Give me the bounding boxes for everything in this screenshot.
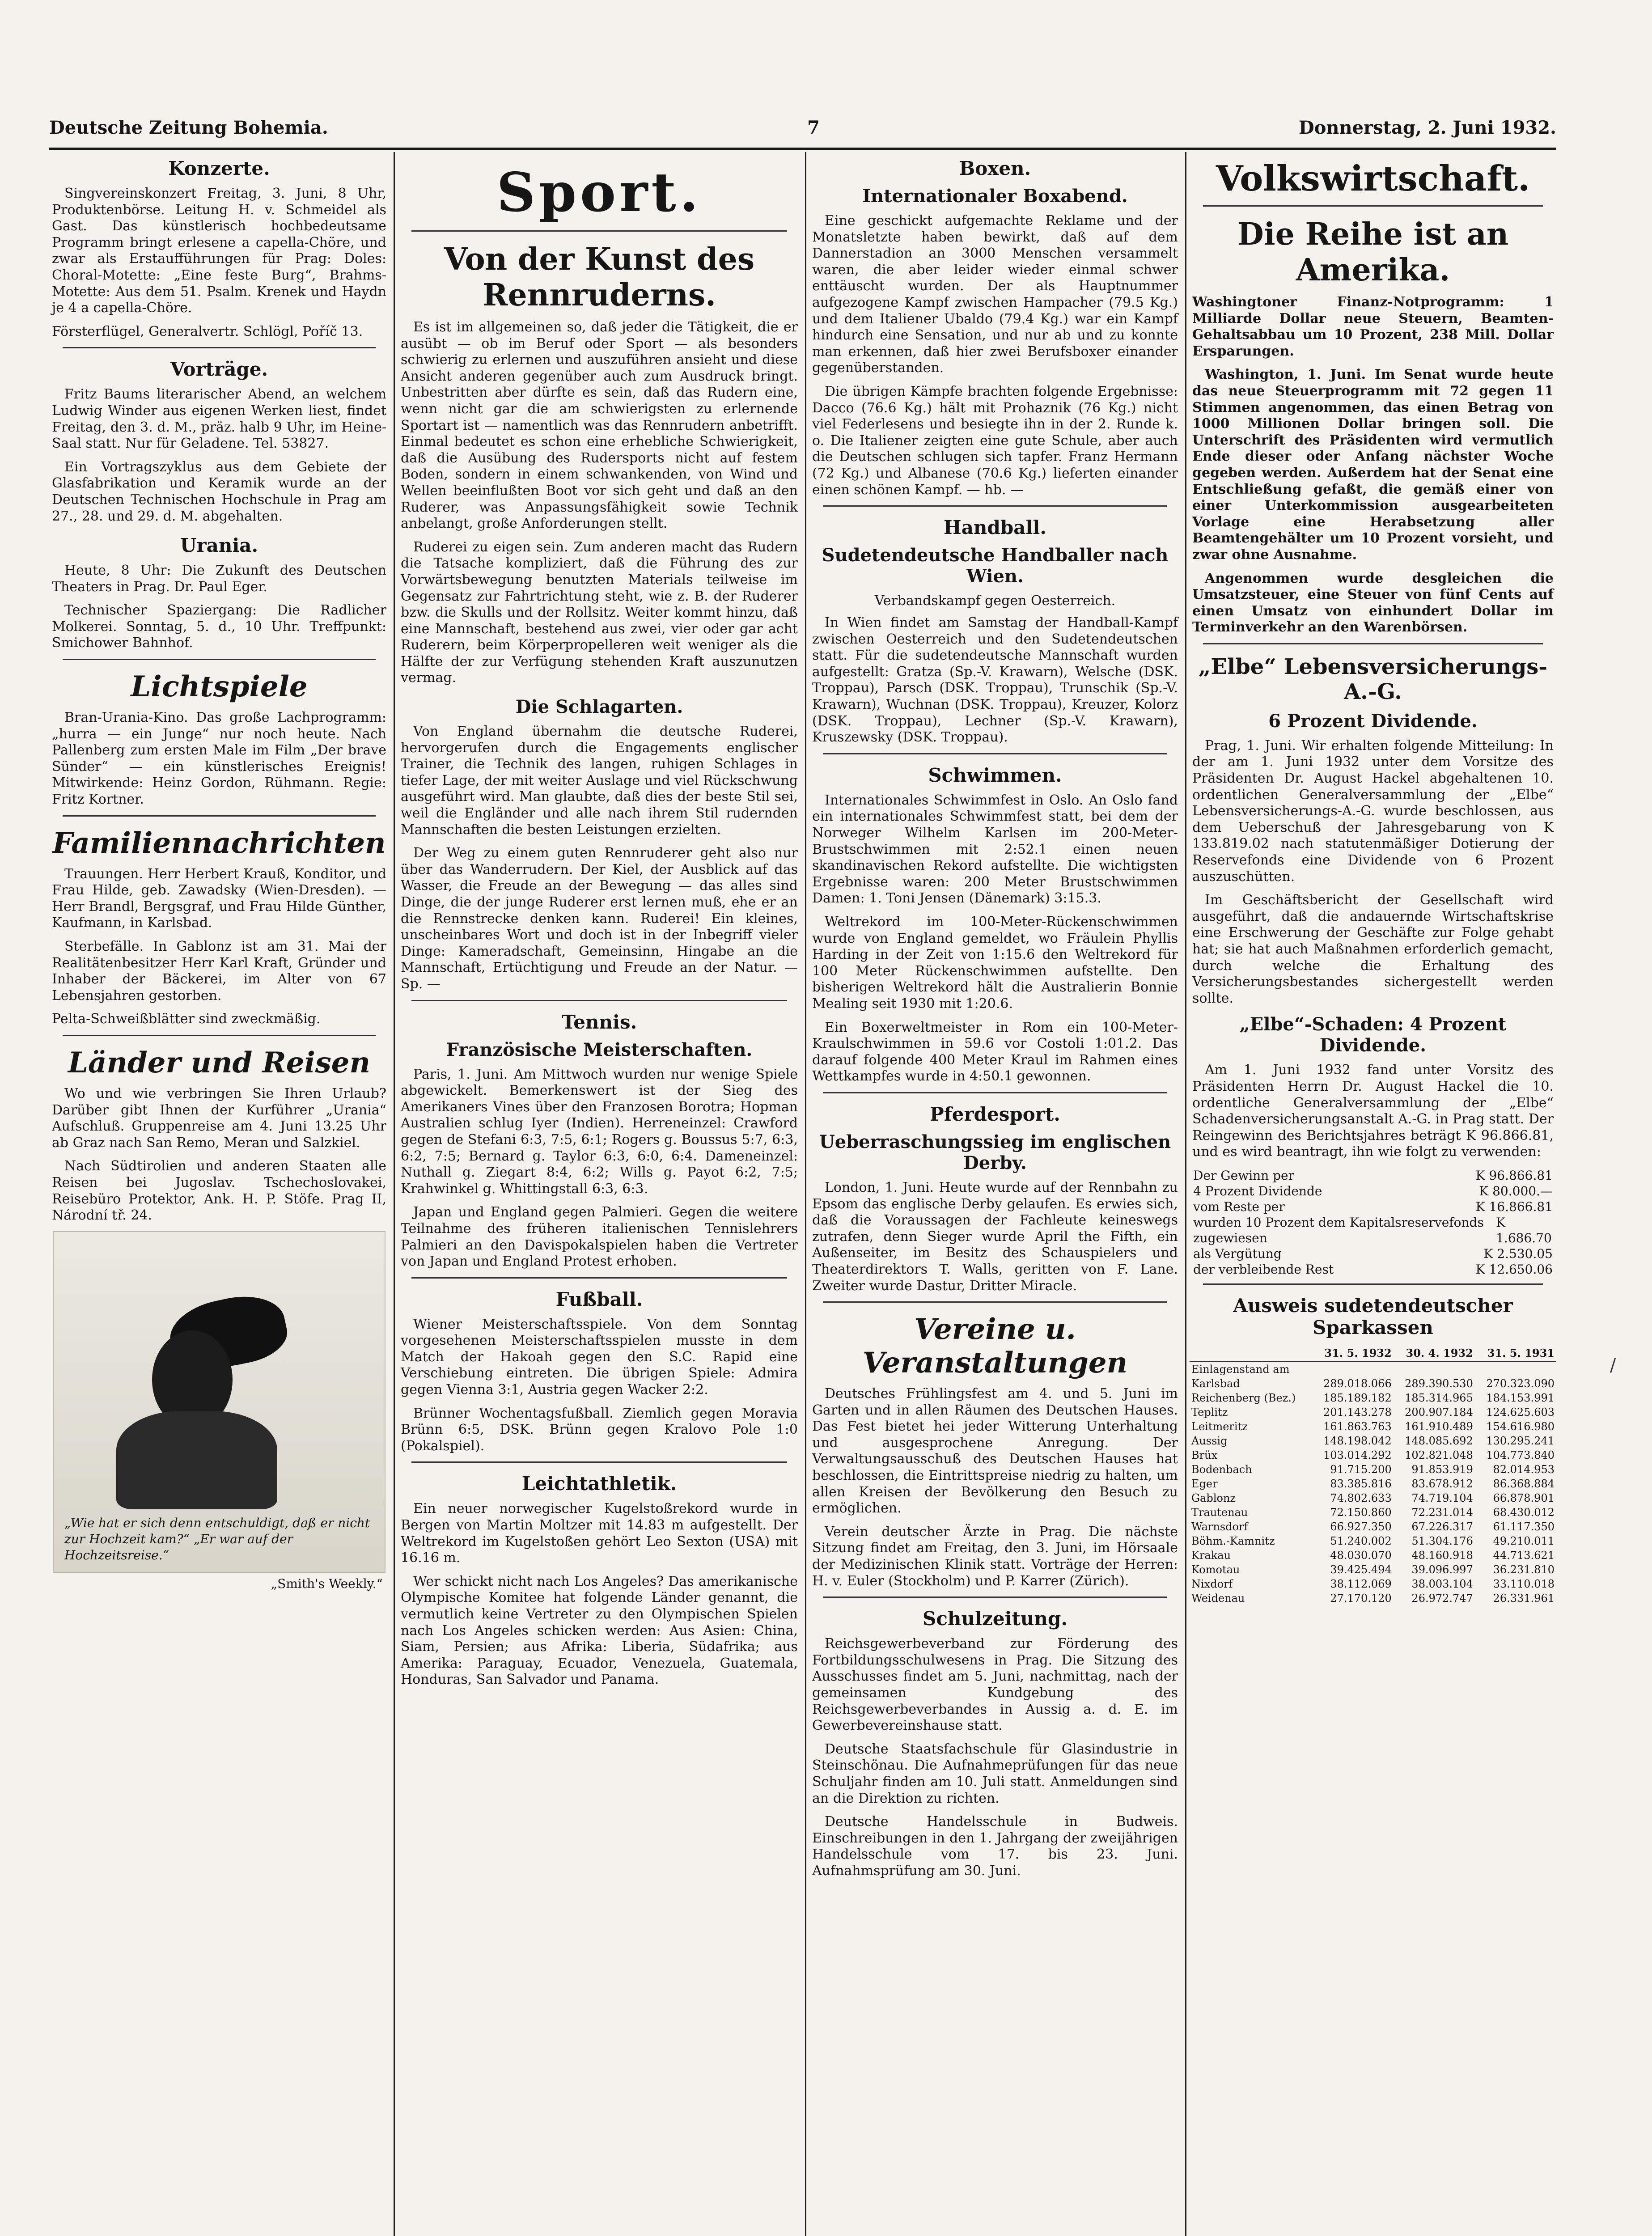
article-paragraph: In Wien findet am Samstag der Handball-Kampf zwischen Oesterreich und den Sudetendeutschen statt. Für die sudetendeutsche Mannschaft wurden aufgestellt: Gratza (Sp.-V. Krawarn), Welsche (DSK. Troppau), Parsch (DSK. Troppau), Trunschik (Sp.-V. Krawarn), Wuchnan (DSK. Troppau), Kreuzer, Kolorz (DSK. Troppau), Lechner (Sp.-V. Krawarn), Kruszewsky (DSK. Troppau). [812, 615, 1178, 745]
table-cell: 82.014.953 [1493, 1463, 1555, 1476]
section-title: Länder und Reisen [68, 1046, 371, 1080]
section-title: „Elbe“ Lebensversicherungs-A.-G. [1198, 654, 1548, 704]
sport-title: Sport. [496, 161, 702, 224]
table-cell: Leitmeritz [1191, 1420, 1248, 1433]
article-paragraph: Die übrigen Kämpfe brachten folgende Ergebnisse: Dacco (76.6 Kg.) hält mit Prohaznik (76 Kg.) nicht viel Federlesens und besiegte ihn in der 2. Runde k. o. Die Italiener zeigten eine gute Schule, aber auch die Deutschen schlugen sich tapfer. Franz Hermann (72 Kg.) und Albanese (70.6 Kg.) lieferten einander einen schönen Kampf. — hb. — [812, 383, 1178, 498]
article-paragraph: Brünner Wochentagsfußball. Ziemlich gegen Moravia Brünn 6:5, DSK. Brünn gegen Kralovo Pole 1:0 (Pokalspiel). [401, 1405, 798, 1454]
table-row [1190, 1448, 1556, 1462]
table-cell: 201.143.278 [1323, 1406, 1392, 1419]
table-cell: Krakau [1191, 1549, 1231, 1562]
section-title: Vereine u. Veranstaltungen [862, 1313, 1128, 1380]
section-sparkassen [1190, 1295, 1556, 1605]
table-cell: 48.160.918 [1411, 1549, 1473, 1562]
table-row [1190, 1548, 1556, 1563]
section-rule [63, 347, 376, 348]
article-paragraph: Heute, 8 Uhr: Die Zukunft des Deutschen Theaters in Prag. Dr. Paul Eger. [52, 563, 386, 595]
margin-mark: / [1610, 1355, 1616, 1376]
article-paragraph: Verein deutscher Ärzte in Prag. Die nächste Sitzung findet am Freitag, den 3. Juni, im Hörsaale der Medizinischen Klinik statt. Vorträge der Herren: H. v. Euler (Stockholm) und P. Karrer (Zürich). [812, 1524, 1178, 1589]
table-cell: 61.117.350 [1493, 1520, 1555, 1533]
table-row [1190, 1419, 1556, 1434]
table-cell: 26.331.961 [1493, 1592, 1555, 1605]
section-rule [411, 1461, 787, 1463]
table-cell [1394, 1362, 1475, 1376]
table-row [1190, 1362, 1556, 1376]
article-paragraph: Weltrekord im 100-Meter-Rückenschwimmen wurde von England gemeldet, wo Fräulein Phyllis Harding in der Zeit von 1:15.6 den Weltrekord für 100 Meter Rückenschwimmen aufstellte. Den bisherigen Weltrekord hält die Australierin Bonnie Mealing seit 1930 mit 1:20.6. [812, 914, 1178, 1012]
section-subtitle-2: Verbandskampf gegen Oesterreich. [874, 593, 1116, 609]
section-schwimmen [809, 764, 1181, 1085]
table-cell: 44.713.621 [1493, 1549, 1555, 1562]
table-cell: Teplitz [1191, 1406, 1228, 1419]
table-cell: 184.153.991 [1486, 1391, 1555, 1404]
table-cell: 72.231.014 [1411, 1506, 1473, 1519]
article-paragraph: Technischer Spaziergang: Die Radlicher Molkerei. Sonntag, 5. d., 10 Uhr. Treffpunkt: Smichower Bahnhof. [52, 602, 386, 651]
table-cell: Nixdorf [1191, 1577, 1233, 1590]
article-paragraph: Deutsches Frühlingsfest am 4. und 5. Juni im Garten und in allen Räumen des Deutschen Hauses. Das Fest bietet hei jeder Witterung Unterhaltung und ausgesprochene Anregung. Der Verwaltungsausschuß des Deutschen Hauses hat beschlossen, die Eintrittspreise niedrig zu halten, um allen Kreisen der Bevölkerung den Besuch zu ermöglichen. [812, 1386, 1178, 1516]
section-subtitle: Die Schlagarten. [515, 696, 683, 718]
section-title: Von der Kunst des Rennruderns. [444, 241, 755, 313]
table-row [1190, 1462, 1556, 1477]
section-title: Urania. [180, 534, 258, 557]
article-paragraph: Internationales Schwimmfest in Oslo. An Oslo fand ein internationales Schwimmfest statt, bei dem der Norweger Wilhelm Karlsen im 200-Meter-Brustschwimmen mit 2:52.1 einen neuen skandinavischen Rekord aufstellte. Die wichtigsten Ergebnisse waren: 200 Meter Brustschwimmen Damen: 1. Toni Jensen (Dänemark) 3:15.3. [812, 792, 1178, 906]
table-cell: Einlagenstand am [1191, 1363, 1290, 1376]
section-rule [1203, 1283, 1543, 1285]
cartoon-caption: „Wie hat er sich denn entschuldigt, daß er nicht zur Hochzeit kam?“ „Er war auf der Hochzeitsreise.“ [64, 1515, 370, 1563]
column-rule [1185, 152, 1186, 2236]
section-rule [1203, 643, 1543, 644]
section-handball [809, 517, 1181, 746]
table-header-cell: 31. 5. 1932 [1312, 1345, 1394, 1362]
section-rudern [398, 241, 801, 686]
section-title: Ausweis sudetendeutscher Sparkassen [1233, 1294, 1513, 1338]
section-rule [823, 1597, 1167, 1598]
table-row [1190, 1534, 1556, 1548]
section-rule [411, 230, 787, 232]
table-cell: 51.304.176 [1411, 1534, 1473, 1547]
cartoon-illustration [53, 1231, 385, 1573]
section-rule [1203, 205, 1543, 207]
table-cell: 38.003.104 [1411, 1577, 1473, 1590]
article-paragraph: Ruderei zu eigen sein. Zum anderen macht das Rudern die Tatsache kompliziert, daß die Führung des zur Vorwärtsbewegung benutzten Materials teilweise im Gegensatz zur Fahrtrichtung steht, wie z. B. der Ruderer bzw. die Skulls und der Rollsitz. Weiter kommt hinzu, daß eine Mannschaft, bestehend aus zwei, vier oder gar acht Ruderern, beim Körperpropelleren weit weniger als die Hälfte der zur Verfügung stehenden Kraft auszunutzen vermag. [401, 539, 798, 686]
table-cell: 83.678.912 [1411, 1477, 1473, 1490]
article-paragraph: Wo und wie verbringen Sie Ihren Urlaub? Darüber gibt Ihnen der Kurführer „Urania“ Aufschluß. Gruppenreise am 4. Juni 13.25 Uhr ab Graz nach San Remo, Meran und Salzkiel. [52, 1085, 386, 1151]
table-cell: 38.112.069 [1330, 1577, 1392, 1590]
table-cell: Gablonz [1191, 1491, 1236, 1504]
section-schulzeitung [809, 1608, 1181, 1879]
table-cell: 51.240.002 [1330, 1534, 1392, 1547]
table-cell: 185.314.965 [1405, 1391, 1473, 1404]
table-cell: 161.863.763 [1323, 1420, 1392, 1433]
table-cell: 185.189.182 [1323, 1391, 1392, 1404]
section-rule [411, 1000, 787, 1001]
section-subtitle: 6 Prozent Dividende. [1268, 710, 1478, 732]
table-cell: 49.210.011 [1493, 1534, 1555, 1547]
table-cell: 33.110.018 [1493, 1577, 1555, 1590]
table-cell: 124.625.603 [1486, 1406, 1555, 1419]
article-paragraph: London, 1. Juni. Heute wurde auf der Rennbahn zu Epsom das englische Derby gelaufen. Es erwies sich, daß die Voraussagen der Fachleute keineswegs zutrafen, denn Sieger wurde April the Fifth, ein Außenseiter, im Besitz des Schauspielers und Theaterdirektors T. Walls, geritten von F. Lane. Zweiter wurde Dastur, Dritter Miracle. [812, 1179, 1178, 1294]
table-row [1190, 1577, 1556, 1591]
table-header-cell: 31. 5. 1931 [1475, 1345, 1556, 1362]
table-cell: 289.018.066 [1323, 1377, 1392, 1390]
table-row [1190, 1391, 1556, 1405]
table-cell: 289.390.530 [1405, 1377, 1473, 1390]
article-paragraph: Es ist im allgemeinen so, daß jeder die Tätigkeit, die er ausübt — ob im Beruf oder Sport — als besonders schwierig zu erlernen und auszuführen ansieht und diese Ansicht anderen gegenüber auch zum Ausdruck bringt. Unbestritten aber dürfte es sein, daß das Rudern eine, wenn nicht gar die am schwierigsten zu erlernende Sportart ist — namentlich was das Rennrudern anbetrifft. Einmal bedeutet es schon eine erhebliche Schwierigkeit, daß die Ausübung des Rudersports nicht auf festem Boden, sondern in einem schwankenden, von Wind und Wellen beeinflußten Boot vor sich geht und daß an den Ruderer, was Anpassungsfähigkeit sowie Technik anbelangt, große Anforderungen stellt. [401, 319, 798, 532]
table-cell: 104.773.840 [1486, 1448, 1555, 1461]
article-paragraph: Sterbefälle. In Gablonz ist am 31. Mai der Realitätenbesitzer Herr Karl Kraft, Gründer und Inhaber der Bäckerei, im Alter von 67 Lebensjahren gestorben. [52, 939, 386, 1004]
article-paragraph: Pelta-Schweißblätter sind zweckmäßig. [52, 1011, 321, 1027]
section-konzerte [49, 157, 389, 340]
newspaper-name: Deutsche Zeitung Bohemia. [49, 117, 328, 138]
section-title: Die Reihe ist an Amerika. [1237, 216, 1509, 288]
profit-statement [1193, 1168, 1553, 1277]
table-cell: 67.226.317 [1411, 1520, 1473, 1533]
table-cell: 86.368.884 [1493, 1477, 1555, 1490]
section-title: Pferdesport. [930, 1103, 1060, 1125]
section-boxen [809, 157, 1181, 498]
table-cell: 27.170.120 [1330, 1592, 1392, 1605]
table-cell: Komotau [1191, 1563, 1240, 1576]
section-subtitle: „Elbe“-Schaden: 4 Prozent Dividende. [1239, 1014, 1507, 1056]
article-paragraph: Wer schickt nicht nach Los Angeles? Das amerikanische Olympische Komitee hat folgende Länder genannt, die vermutlich keine Vertreter zu den Olympischen Spielen nach Los Angeles schicken werden: Aus Asien: China, Siam, Persien; aus Afrika: Liberia, Südafrika; aus Amerika: Paraguay, Ecuador, Venezuela, Guatemala, Honduras, San Salvador und Panama. [401, 1573, 798, 1688]
issue-date: Donnerstag, 2. Juni 1932. [1299, 117, 1556, 138]
table-cell: Trautenau [1191, 1506, 1248, 1519]
statement-row: wurden 10 Prozent dem Kapitalsreservefonds zugewiesen K 1.686.70 [1193, 1215, 1552, 1245]
section-title: Familiennachrichten [52, 826, 386, 860]
section-laender [49, 1046, 389, 1224]
table-cell: 91.715.200 [1330, 1463, 1392, 1476]
section-title: Schwimmen. [928, 764, 1062, 786]
section-fussball [398, 1288, 801, 1455]
table-cell: 66.878.901 [1493, 1491, 1555, 1504]
section-subtitle: Sudetendeutsche Handballer nach Wien. [822, 545, 1169, 587]
section-familie [49, 826, 389, 1028]
table-cell: Weidenau [1191, 1592, 1245, 1605]
section-rule [823, 1092, 1167, 1093]
section-urania [49, 534, 389, 652]
table-row [1190, 1491, 1556, 1505]
column-1 [49, 148, 389, 1598]
table-cell: Reichenberg (Bez.) [1191, 1391, 1296, 1404]
section-elbe [1190, 654, 1556, 1277]
article-paragraph: Prag, 1. Juni. Wir erhalten folgende Mitteilung: In der am 1. Juni 1932 unter dem Vorsitze des Präsidenten Dr. August Hackel abgehaltenen 10. ordentlichen Generalversammlung der „Elbe“ Lebensversicherungs-A.-G. wurde beschlossen, aus dem Ueberschuß der Jahresgebarung von K 133.819.02 nach statutenmäßiger Dotierung der Reservefonds eine Dividende von 6 Prozent auszuschütten. [1192, 737, 1554, 885]
savings-bank-table [1190, 1345, 1556, 1605]
table-header-cell: 30. 4. 1932 [1394, 1345, 1475, 1362]
table-row [1190, 1376, 1556, 1391]
section-title: Fußball. [555, 1288, 643, 1310]
section-title: Handball. [944, 517, 1046, 539]
statement-row: 4 Prozent Dividende K 80.000.— [1193, 1183, 1553, 1198]
table-cell: 74.719.104 [1411, 1491, 1473, 1504]
section-subtitle: Ueberraschungssieg im englischen Derby. [819, 1131, 1171, 1173]
article-paragraph: Deutsche Staatsfachschule für Glasindustrie in Steinschönau. Die Aufnahmeprüfungen für das neue Schuljahr finden am 10. Juli statt. Anmeldungen sind an die Direktion zu richten. [812, 1741, 1178, 1806]
table-cell: 48.030.070 [1330, 1549, 1392, 1562]
table-row [1190, 1477, 1556, 1491]
table-cell: 161.910.489 [1405, 1420, 1473, 1433]
section-rule [823, 1301, 1167, 1303]
article-paragraph: Von England übernahm die deutsche Ruderei, hervorgerufen durch die Engagements englischer Trainer, die Technik des langen, ruhigen Schlages in tiefer Lage, der mit weiter Auslage und viel Rückschwung ausgeführt wird. Man glaubte, daß dies der beste Stil sei, weil die Engländer und alle nach ihrem Stil rudernden Mannschaften die besten Leistungen erzielten. [401, 724, 798, 838]
section-subtitle: Internationaler Boxabend. [862, 186, 1128, 207]
page-header [49, 112, 1556, 143]
table-row [1190, 1405, 1556, 1419]
table-cell: 148.085.692 [1405, 1434, 1473, 1447]
volkswirtschaft-title: Volkswirtschaft. [1216, 158, 1530, 199]
article-paragraph: Nach Südtirolien und anderen Staaten alle Reisen bei Jugoslav. Tschechoslovakei, Reisebüro Protektor, Ank. H. P. Stöfe. Prag II, Národní tř. 24. [52, 1158, 386, 1224]
column-4 [1190, 148, 1556, 1605]
table-row [1190, 1520, 1556, 1534]
cartoon-body [116, 1411, 277, 1509]
section-rule [823, 753, 1167, 754]
column-rule [805, 152, 806, 2236]
table-cell: Böhm.-Kamnitz [1191, 1534, 1275, 1547]
section-title: Lichtspiele [131, 670, 308, 704]
statement-row: als Vergütung K 2.530.05 [1193, 1246, 1553, 1261]
statement-row: der verbleibende Rest K 12.650.06 [1193, 1262, 1553, 1277]
section-subtitle: Französische Meisterschaften. [446, 1039, 753, 1060]
section-rule [63, 659, 376, 660]
table-cell: 130.295.241 [1486, 1434, 1555, 1447]
table-cell [1312, 1362, 1394, 1376]
article-paragraph: Eine geschickt aufgemachte Reklame und der Monatsletzte haben bewirkt, daß auf dem Dannerstadion an 3000 Menschen versammelt waren, die aber leider wieder einmal schwer enttäuscht wurden. Der als Hauptnummer aufgezogene Kampf zwischen Hampacher (79.5 Kg.) und dem Italiener Ubaldo (79.4 Kg.) war ein Kampf hindurch eine Sensation, und nur ab und zu konnte man erkennen, daß hier zwei Berufsboxer einander gegenüberstanden. [812, 213, 1178, 376]
cartoon-credit: „Smith's Weekly.“ [271, 1576, 383, 1591]
table-cell: 270.323.090 [1486, 1377, 1555, 1390]
table-cell: 154.616.980 [1486, 1420, 1555, 1433]
table-cell: Karlsbad [1191, 1377, 1240, 1390]
table-cell: 68.430.012 [1493, 1506, 1555, 1519]
statement-row: vom Reste per K 16.866.81 [1193, 1199, 1553, 1214]
section-rule [411, 1277, 787, 1279]
table-header-cell [1190, 1345, 1312, 1362]
table-cell: 39.096.997 [1411, 1563, 1473, 1576]
table-cell: 72.150.860 [1330, 1506, 1392, 1519]
table-cell: 200.907.184 [1405, 1406, 1473, 1419]
section-amerika [1190, 216, 1556, 636]
table-cell: 36.231.810 [1493, 1563, 1555, 1576]
section-leichtathletik [398, 1473, 801, 1688]
table-cell [1475, 1362, 1556, 1376]
article-paragraph: Angenommen wurde desgleichen die Umsatzsteuer, eine Steuer von fünf Cents auf einen Umsatz von einhundert Dollar im Terminverkehr an den Warenbörsen. [1192, 570, 1554, 635]
table-cell: Brüx [1191, 1448, 1218, 1461]
article-paragraph: Reichsgewerbeverband zur Förderung des Fortbildungsschulwesens in Prag. Die Sitzung des Ausschusses findet am 5. Juni, nachmittag, nach der gemeinsamen Kundgebung des Reichsgewerbeverbandes in Aussig a. d. E. im Gewerbevereinshause statt. [812, 1636, 1178, 1734]
section-title: Schulzeitung. [923, 1608, 1067, 1630]
table-cell: 83.385.816 [1330, 1477, 1392, 1490]
section-rule [823, 505, 1167, 507]
article-paragraph: Am 1. Juni 1932 fand unter Vorsitz des Präsidenten Herrn Dr. August Hackel die 10. ordentliche Generalversammlung der „Elbe“ Schadenversicherungsanstalt A.-G. in Prag statt. Der Reingewinn des Berichtsjahres beträgt K 96.866.81, und es wird beantragt, ihn wie folgt zu verwenden: [1192, 1062, 1554, 1160]
table-cell: 148.198.042 [1323, 1434, 1392, 1447]
statement-row: Der Gewinn per K 96.866.81 [1193, 1168, 1553, 1183]
article-paragraph: Försterflügel, Generalvertr. Schlögl, Poříč 13. [52, 323, 363, 339]
article-paragraph: Wiener Meisterschaftsspiele. Von dem Sonntag vorgesehenen Meisterschaftsspielen musste in dem Match der Hakoah gegen den S.C. Rapid eine Verschiebung eintreten. Die übrigen Spiele: Admira gegen Vienna 3:1, Austria gegen Wacker 2:2. [401, 1316, 798, 1398]
table-cell: Bodenbach [1191, 1463, 1252, 1476]
article-paragraph: Washington, 1. Juni. Im Senat wurde heute das neue Steuerprogramm mit 72 gegen 11 Stimmen angenommen, das einen Betrag von 1000 Millionen Dollar bringen soll. Die Unterschrift des Präsidenten wird vermutlich Ende dieser oder Anfang nächster Woche gegeben werden. Außerdem hat der Senat eine Entschließung gefaßt, die gemäß einer von einer Unterkommission ausgearbeiteten Vorlage eine Herabsetzung aller Beamtengehälter um 10 Prozent vorsieht, und zwar ohne Ausnahme. [1192, 367, 1554, 563]
article-paragraph: Singvereinskonzert Freitag, 3. Juni, 8 Uhr, Produktenbörse. Leitung H. v. Schmeidel als Gast. Das künstlerisch hochbedeutsame Programm bringt erlesene a capella-Chöre, und zwar als Erstaufführungen für Prag: Doles: Choral-Motette: „Eine feste Burg“, Brahms-Motette: Aus dem 51. Psalm. Krenek und Haydn je 4 a capella-Chöre. [52, 186, 386, 316]
table-cell: 26.972.747 [1411, 1592, 1473, 1605]
table-cell: 91.853.919 [1411, 1463, 1473, 1476]
section-title: Tennis. [561, 1011, 637, 1033]
page-number: 7 [807, 117, 820, 138]
article-paragraph: Ein neuer norwegischer Kugelstoßrekord wurde in Bergen von Martin Moltzer mit 14.83 m aufgestellt. Der Weltrekord im Kugelstoßen gehört Leo Sexton (USA) mit 16.16 m. [401, 1501, 798, 1566]
section-vereine [809, 1313, 1181, 1589]
section-title: Vorträge. [170, 358, 268, 381]
table-cell: 103.014.292 [1323, 1448, 1392, 1461]
section-pferdesport [809, 1103, 1181, 1294]
table-row [1190, 1505, 1556, 1520]
column-rule [394, 152, 395, 2236]
article-paragraph: Ein Boxerweltmeister in Rom ein 100-Meter-Kraulschwimmen in 59.6 vor Costoli 1:01.2. Das darauf folgende 400 Meter Kraul im Rahmen eines Wettkampfes wurde in 4:50.1 gewonnen. [812, 1019, 1178, 1084]
table-row [1190, 1434, 1556, 1448]
table-row [1190, 1591, 1556, 1605]
column-3 [809, 148, 1181, 1887]
column-2 [398, 148, 801, 1695]
table-cell: Warnsdorf [1191, 1520, 1248, 1533]
table-cell: 102.821.048 [1405, 1448, 1473, 1461]
section-tennis [398, 1011, 801, 1270]
section-vortraege [49, 358, 389, 525]
article-paragraph: Im Geschäftsbericht der Gesellschaft wird ausgeführt, daß die andauernde Wirtschaftskrise eine Erschwerung der Geschäfte zur Folge gehabt hat; sie hat auch Maßnahmen erforderlich gemacht, durch welche die Erhaltung des Versicherungsbestandes sichergestellt werden sollte. [1192, 892, 1554, 1006]
article-lead: Washingtoner Finanz-Notprogramm: 1 Milliarde Dollar neue Steuern, Beamten-Gehaltsabbau um 10 Prozent, 238 Mill. Dollar Ersparungen. [1192, 294, 1554, 359]
article-paragraph: Fritz Baums literarischer Abend, an welchem Ludwig Winder aus eigenen Werken liest, findet Freitag, den 3. d. M., präz. halb 9 Uhr, im Heine-Saal statt. Nur für Geladene. Tel. 53827. [52, 386, 386, 452]
article-paragraph: Trauungen. Herr Herbert Krauß, Konditor, und Frau Hilde, geb. Zawadsky (Wien-Dresden). — Herr Brandl, Bergsgraf, und Frau Hilde Günther, Kaufmann, in Karlsbad. [52, 866, 386, 931]
article-paragraph: Deutsche Handelsschule in Budweis. Einschreibungen in den 1. Jahrgang der zweijährigen Handelsschule vom 17. bis 23. Juni. Aufnahmsprüfung am 30. Juni. [812, 1814, 1178, 1879]
article-paragraph: Ein Vortragszyklus aus dem Gebiete der Glasfabrikation und Keramik wurde an der Deutschen Technischen Hochschule in Prag am 27., 28. und 29. d. M. abgehalten. [52, 459, 386, 524]
table-cell: 74.802.633 [1330, 1491, 1392, 1504]
article-paragraph: Paris, 1. Juni. Am Mittwoch wurden nur wenige Spiele abgewickelt. Bemerkenswert ist der Sieg des Amerikaners Vines über den Franzosen Borotra; Hopman Australien schlug Iyer (Indien). Herreneinzel: Crawford gegen de Stefani 6:3, 7:5, 6:1; Rogers g. Boussus 5:7, 6:3, 6:2, 7:5; Bernard g. Taylor 6:3, 6:0, 6:4. Dameneinzel: Nuthall g. Ziegart 8:4, 6:2; Wills g. Payot 6:2, 7:5; Krahwinkel g. Whittingstall 6:3, 6:3. [401, 1066, 798, 1197]
section-rule [63, 1035, 376, 1036]
table-cell: Eger [1191, 1477, 1218, 1490]
table-cell: 39.425.494 [1330, 1563, 1392, 1576]
section-rule [63, 815, 376, 817]
article-paragraph: Japan und England gegen Palmieri. Gegen die weitere Teilnahme des früheren italienischen Tennislehrers Palmieri an den Davispokalspielen haben die Vertreter von Japan und England Protest erhoben. [401, 1204, 798, 1270]
article-paragraph: Der Weg zu einem guten Rennruderer geht also nur über das Wanderrudern. Der Kiel, der Ausblick auf das Wasser, die Freude an der Bewegung — das alles sind Dinge, die der junge Ruderer erst lernen muß, ehe er an die Rennstrecke denken kann. Ruderei! Ein kleines, unscheinbares Wort und doch ist in der Inbegriff vieler Dinge: Kameradschaft, Gemeinsinn, Hingabe an die Mannschaft, Ertüchtigung und Freude an der Natur. — Sp. — [401, 845, 798, 992]
section-title: Konzerte. [168, 157, 270, 179]
table-cell: 66.927.350 [1330, 1520, 1392, 1533]
section-lichtspiele [49, 670, 389, 808]
article-paragraph: Bran-Urania-Kino. Das große Lachprogramm: „hurra — ein Junge“ nur noch heute. Nach Pallenberg zum ersten Male im Film „Der brave Sünder“ — ein künstlerisches Ereignis! Mitwirkende: Heinz Gordon, Rühmann. Regie: Fritz Kortner. [52, 710, 386, 808]
section-schlagarten [398, 696, 801, 993]
section-title: Boxen. [959, 157, 1031, 179]
table-row [1190, 1563, 1556, 1577]
table-cell: Aussig [1191, 1434, 1228, 1447]
section-title: Leichtathletik. [521, 1473, 677, 1495]
